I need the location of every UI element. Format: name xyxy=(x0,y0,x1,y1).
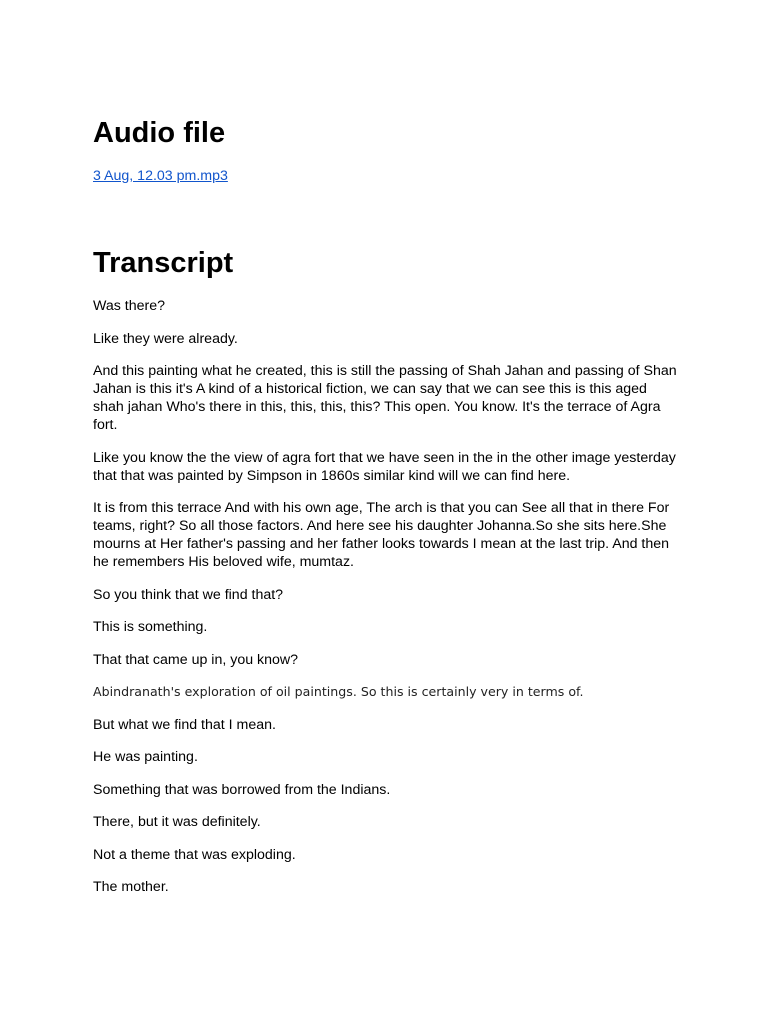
transcript-body xyxy=(93,297,678,911)
transcript-paragraph: Something that was borrowed from the Indians. xyxy=(93,781,391,798)
transcript-heading: Transcript xyxy=(93,247,234,279)
transcript-paragraph: And this painting what he created, this is still the passing of Shah Jahan and passing of Shan Jahan is this it's A kind of a historical fiction, we can say that we can see this is this aged shah jahan Who's there in this, this, this, this? This open. You know. It's the terrace of Agra fort. xyxy=(93,363,677,433)
transcript-paragraph: It is from this terrace And with his own age, The arch is that you can See all that in there For teams, right? So all those factors. And here see his daughter Johanna.So she sits here.She mourns at Her father's passing and her father looks towards I mean at the last trip. And then he remembers His beloved wife, mumtaz. xyxy=(93,500,670,570)
transcript-paragraph: Like you know the the view of agra fort that we have seen in the in the other image yesterday that that was painted by Simpson in 1860s similar kind will we can find here. xyxy=(93,449,676,484)
transcript-paragraph: There, but it was definitely. xyxy=(93,814,261,830)
transcript-paragraph: He was painting. xyxy=(93,749,198,765)
transcript-paragraph: The mother. xyxy=(93,879,169,895)
transcript-paragraph: Like they were already. xyxy=(93,330,238,347)
transcript-paragraph: Not a theme that was exploding. xyxy=(93,846,296,863)
transcript-paragraph: So you think that we find that? xyxy=(93,586,284,603)
transcript-paragraph: That that came up in, you know? xyxy=(93,651,299,668)
transcript-paragraph: This is something. xyxy=(93,619,208,635)
audio-file-heading: Audio file xyxy=(93,117,226,149)
transcript-paragraph: Abindranath's exploration of oil paintings. So this is certainly very in terms of. xyxy=(93,684,584,699)
audio-file-link[interactable]: 3 Aug, 12.03 pm.mp3 xyxy=(93,168,228,184)
transcript-paragraph: Was there? xyxy=(93,298,166,314)
transcript-paragraph: But what we find that I mean. xyxy=(93,716,276,733)
